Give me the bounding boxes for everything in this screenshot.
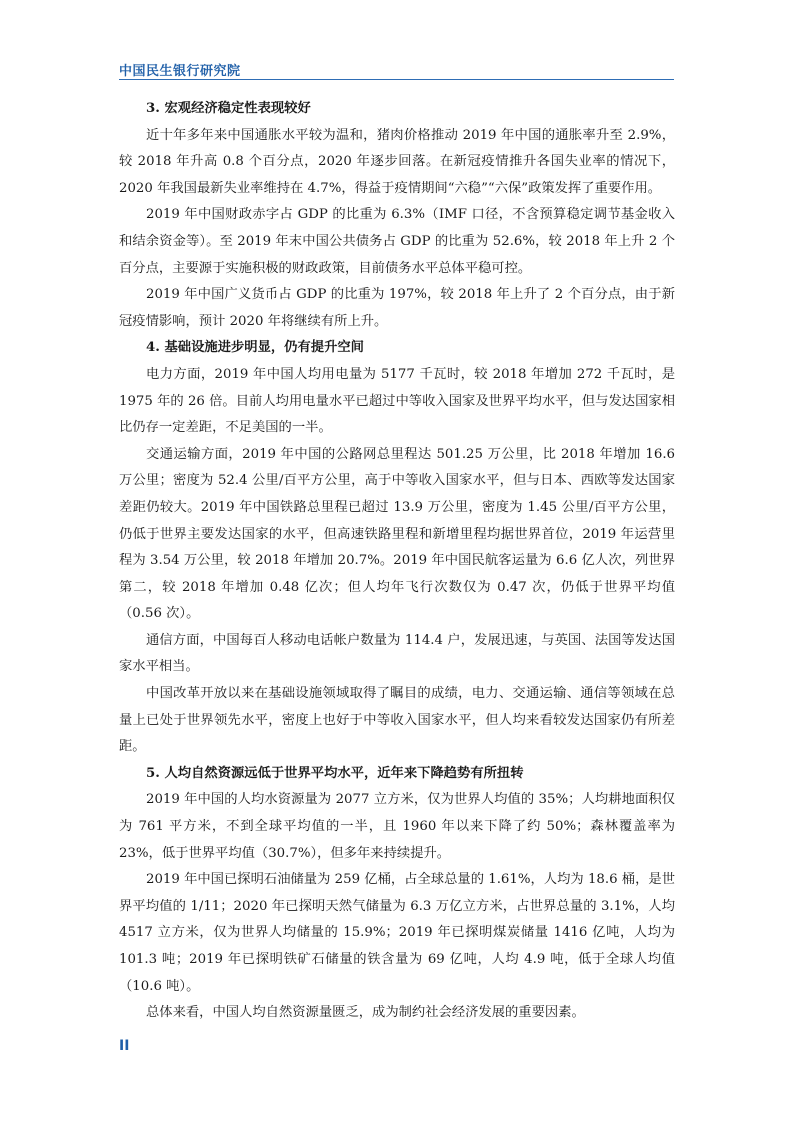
paragraph: 电力方面，2019 年中国人均用电量为 5177 千瓦时，较 2018 年增加 272 千瓦时，是 1975 年的 26 倍。目前人均用电量水平已超过中等收入国家及世界平均水平，但与发达国家相比仍存一定差距，不足美国的一半。	[119, 366, 675, 436]
paragraph: 中国改革开放以来在基础设施领域取得了瞩目的成绩，电力、交通运输、通信等领域在总量上已处于世界领先水平，密度上也好于中等收入国家水平，但人均来看较发达国家仍有所差距。	[119, 686, 675, 755]
section-heading: 3. 宏观经济稳定性表现较好	[146, 101, 311, 116]
paragraph: 近十年多年来中国通胀水平较为温和，猪肉价格推动 2019 年中国的通胀率升至 2.9%，较 2018 年升高 0.8 个百分点，2020 年逐步回落。在新冠疫情推升各国失业率的情况下，2020 年我国最新失业率维持在 4.7%，得益于疫情期间“六稳”“六保”政策发挥了重要作用。	[119, 127, 675, 196]
paragraph: 2019 年中国已探明石油储量为 259 亿桶，占全球总量的 1.61%，人均为 18.6 桶，是世界平均值的 1/11；2020 年已探明天然气储量为 6.3 万亿立方米，占世界总量的 3.1%，人均 4517 立方米，仅为世界人均储量的 15.9%；2019 年已探明煤炭储量 1416 亿吨，人均为 101.3 吨；2019 年已探明铁矿石储量的铁含量为 69 亿吨，人均 4.9 吨，低于全球人均值（10.6 吨）。	[119, 872, 675, 994]
page-number: II	[119, 1038, 130, 1054]
page-body	[119, 96, 675, 1027]
paragraph: 2019 年中国财政赤字占 GDP 的比重为 6.3%（IMF 口径，不含预算稳定调节基金收入和结余资金等）。至 2019 年末中国公共债务占 GDP 的比重为 52.6%，较 2018 年上升 2 个百分点，主要源于实施积极的财政政策，目前债务水平总体平稳可控。	[119, 207, 675, 276]
paragraph: 总体来看，中国人均自然资源量匮乏，成为制约社会经济发展的重要因素。	[146, 1005, 585, 1021]
paragraph: 通信方面，中国每百人移动电话帐户数量为 114.4 户，发展迅速，与英国、法国等发达国家水平相当。	[119, 632, 675, 675]
paragraph: 交通运输方面，2019 年中国的公路网总里程达 501.25 万公里，比 2018 年增加 16.6 万公里；密度为 52.4 公里/百平方公里，高于中等收入国家水平，但与日本、西欧等发达国家差距仍较大。2019 年中国铁路总里程已超过 13.9 万公里，密度为 1.45 公里/百平方公里，仍低于世界主要发达国家的水平，但高速铁路里程和新增里程均据世界首位，2019 年运营里程为 3.54 万公里，较 2018 年增加 20.7%。2019 年中国民航客运量为 6.6 亿人次，列世界第二，较 2018 年增加 0.48 亿次；但人均年飞行次数仅为 0.47 次，仍低于世界平均值（0.56 次）。	[119, 446, 675, 622]
paragraph: 2019 年中国广义货币占 GDP 的比重为 197%，较 2018 年上升了 2 个百分点，由于新冠疫情影响，预计 2020 年将继续有所上升。	[119, 287, 675, 329]
section-heading: 4. 基础设施进步明显，仍有提升空间	[146, 340, 364, 356]
paragraph: 2019 年中国的人均水资源量为 2077 立方米，仅为世界人均值的 35%；人均耕地面积仅为 761 平方米，不到全球平均值的一半，且 1960 年以来下降了约 50%；森林覆盖率为 23%，低于世界平均值（30.7%），但多年来持续提升。	[119, 792, 675, 861]
header-title: 中国民生银行研究院	[119, 64, 241, 79]
section-heading: 5. 人均自然资源远低于世界平均水平，近年来下降趋势有所扭转	[146, 765, 524, 781]
header-divider	[119, 79, 674, 80]
